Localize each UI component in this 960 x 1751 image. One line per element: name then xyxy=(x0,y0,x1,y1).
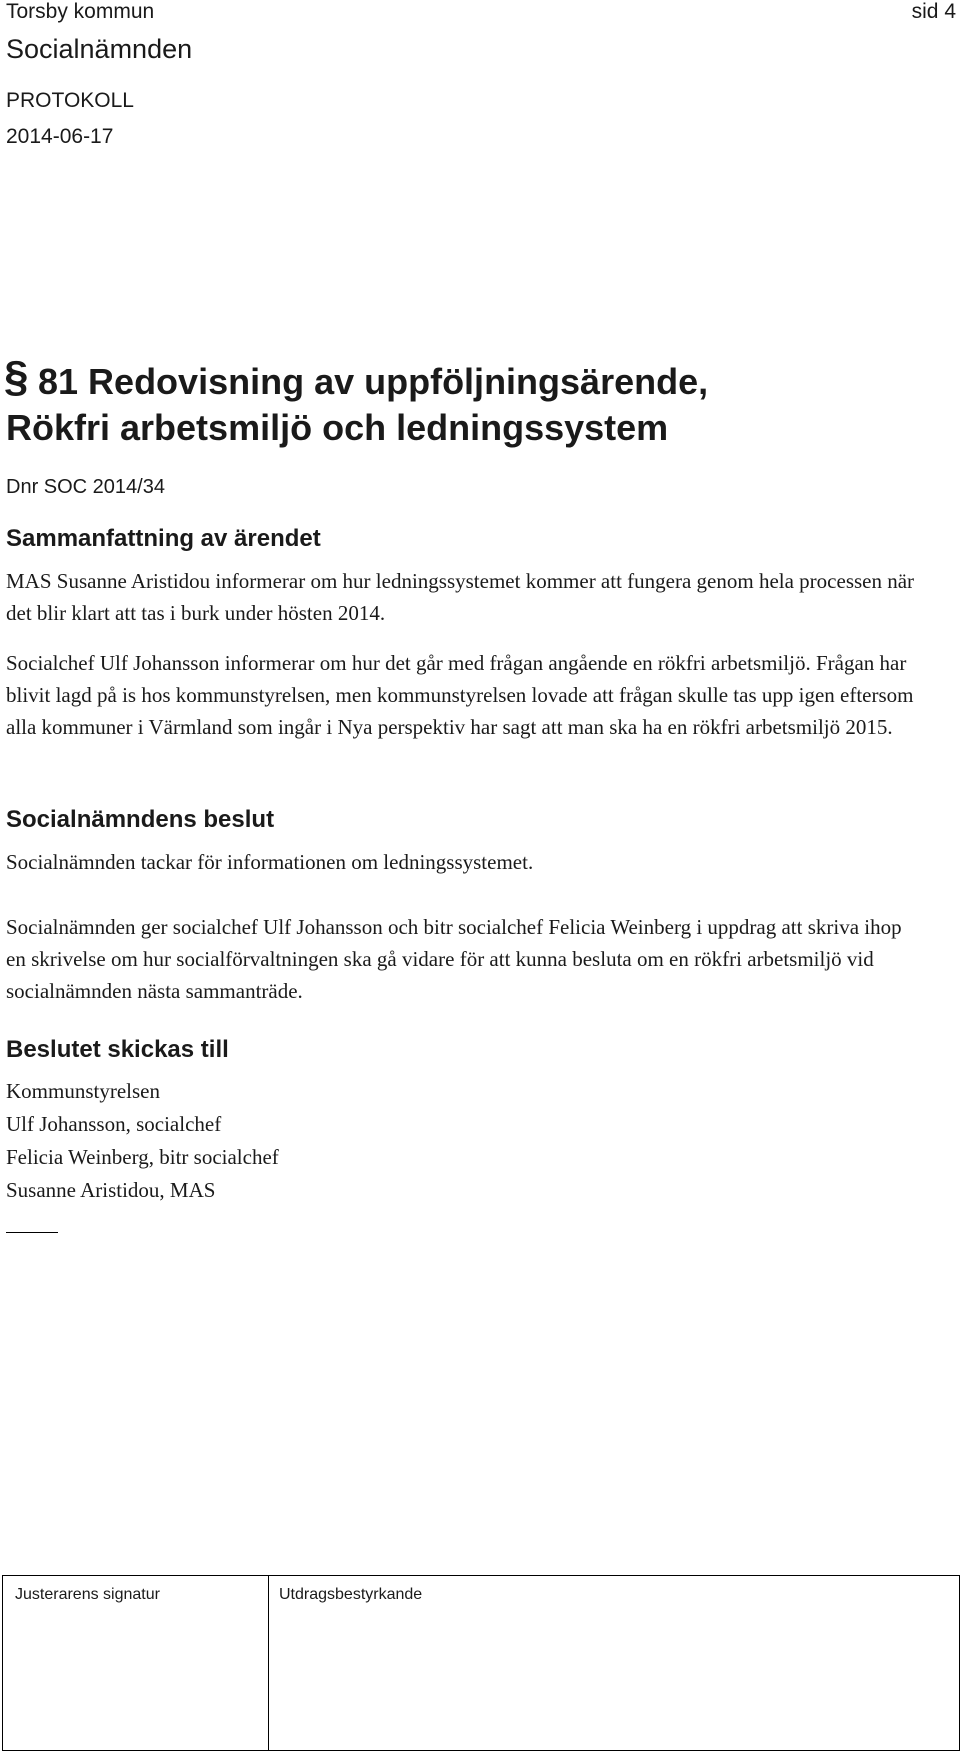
decision-heading: Socialnämndens beslut xyxy=(6,806,275,833)
signature-table xyxy=(2,1575,960,1751)
recipient-item: Susanne Aristidou, MAS xyxy=(6,1178,216,1202)
item-title-line2: Rökfri arbetsmiljö och ledningssystem xyxy=(6,407,669,448)
signature-table-divider xyxy=(268,1576,269,1750)
recipients-heading: Beslutet skickas till xyxy=(6,1036,229,1063)
certification-label: Utdragsbestyrkande xyxy=(279,1586,423,1603)
page-number: sid 4 xyxy=(911,0,956,23)
decision-paragraph-2: Socialnämnden ger socialchef Ulf Johansson och bitr socialchef Felicia Weinberg i uppdrag att skriva ihop en skrivelse om hur socialförvaltningen ska gå vidare för att kunna besluta om en rökfri arbetsmiljö vid socialnämnden nästa sammanträde. xyxy=(6,915,902,1003)
diary-number: Dnr SOC 2014/34 xyxy=(6,476,165,498)
recipient-item: Kommunstyrelsen xyxy=(6,1079,160,1103)
recipient-item: Ulf Johansson, socialchef xyxy=(6,1112,222,1136)
item-title-line1: 81 Redovisning av uppföljningsärende, xyxy=(38,361,709,402)
signature-label: Justerarens signatur xyxy=(15,1586,160,1603)
section-sign: § xyxy=(4,352,29,401)
summary-paragraph-1: MAS Susanne Aristidou informerar om hur ledningssystemet kommer att fungera genom hela processen när det blir klart att tas i burk under hösten 2014. xyxy=(6,569,915,625)
document-date: 2014-06-17 xyxy=(6,125,114,148)
organization-name: Torsby kommun xyxy=(6,0,155,23)
end-rule xyxy=(6,1232,58,1233)
recipient-item: Felicia Weinberg, bitr socialchef xyxy=(6,1145,279,1169)
document-type: PROTOKOLL xyxy=(6,89,134,112)
summary-heading: Sammanfattning av ärendet xyxy=(6,525,321,552)
decision-paragraph-1: Socialnämnden tackar för informationen om ledningssystemet. xyxy=(6,850,534,874)
summary-paragraph-2: Socialchef Ulf Johansson informerar om hur det går med frågan angående en rökfri arbetsmiljö. Frågan har blivit lagd på is hos kommunstyrelsen, men kommunstyrelsen lovade att frågan skulle tas upp igen eftersom alla kommuner i Värmland som ingår i Nya perspektiv har sagt att man ska ha en rökfri arbetsmiljö 2015. xyxy=(6,651,914,739)
department-name: Socialnämnden xyxy=(6,34,193,64)
